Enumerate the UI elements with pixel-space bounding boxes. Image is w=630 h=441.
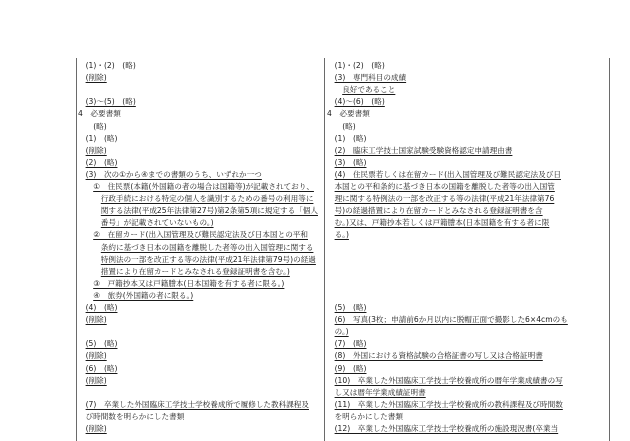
left-line: 措置により在留カードとみなされる登録証明書を含む。) xyxy=(100,266,290,276)
right-line: (4)～(6) (略) xyxy=(334,97,385,107)
right-line: 理に関する特例法の一部を改正する等の法律(平成21年法律第76 xyxy=(334,194,555,204)
left-line: (削除) xyxy=(85,145,107,155)
left-line: (7) 卒業した外国臨床工学技士学校養成所で履修した教科課程及 xyxy=(85,399,309,409)
left-line: 特例法の一部を改正する等の法律(平成21年法律第79号)の経過 xyxy=(100,254,316,264)
right-line: (3) (略) xyxy=(334,157,367,167)
right-line: 良好であること xyxy=(342,85,396,95)
column-divider xyxy=(324,58,325,441)
right-line: (5) (略) xyxy=(334,303,367,312)
right-line: の。) xyxy=(334,327,349,337)
left-line: (6) (略) xyxy=(85,363,118,373)
left-line: (2) (略) xyxy=(85,157,118,167)
right-line: (4) 住民票若しくは在留カード(出入国管理及び難民認定法及び日 xyxy=(334,169,561,179)
right-line: 本国との平和条約に基づき日本の国籍を離脱した者等の出入国管 xyxy=(334,182,555,191)
right-line: (1)・(2) (略) xyxy=(334,61,385,70)
left-line: び時間数を明らかにした書類 xyxy=(85,411,185,421)
right-line: 4 必要書類 xyxy=(327,109,370,119)
right-line: (9) (略) xyxy=(334,363,367,373)
left-line: ③ 戸籍抄本又は戸籍謄本(日本国籍を有する者に限る。) xyxy=(93,278,285,288)
left-line: ④ 旅券(外国籍の者に限る。) xyxy=(93,290,194,300)
right-line: (6) 写真(3枚；申請前6か月以内に脱帽正面で撮影した6×4cmのも xyxy=(334,315,568,325)
right-line: 号)の経過措置により在留カードとみなされる登録証明書を含 xyxy=(334,206,543,216)
left-line: ② 在留カード(出入国管理及び難民認定法及び日本国との平和 xyxy=(93,230,308,240)
left-line: (5) (略) xyxy=(85,339,118,349)
left-line: (3)～(5) (略) xyxy=(85,97,136,107)
right-line: (12) 卒業した外国臨床工学技士学校養成所の施設現況書(卒業当 xyxy=(334,424,559,433)
left-line: (略) xyxy=(93,121,107,131)
right-line: (1) (略) xyxy=(334,133,367,143)
left-line: 4 必要書類 xyxy=(78,109,121,119)
left-line: (削除) xyxy=(85,424,107,433)
right-line: し又は暦年学業成績証明書 xyxy=(334,387,426,397)
left-line: (削除) xyxy=(85,73,107,83)
left-line: 条約に基づき日本の国籍を離脱した者等の出入国管理に関する xyxy=(100,242,314,252)
right-line: る。) xyxy=(334,230,349,240)
right-line: む。)又は、戸籍抄本若しくは戸籍謄本(日本国籍を有する者に限 xyxy=(334,218,550,228)
left-line: (削除) xyxy=(85,375,107,385)
left-line: (4) (略) xyxy=(85,303,118,312)
left-line: (削除) xyxy=(85,351,107,361)
left-line: (1) (略) xyxy=(85,133,118,143)
right-line: (略) xyxy=(342,121,356,131)
right-line: (11) 卒業した外国臨床工学技士学校養成所の教科課程及び時間数 xyxy=(334,399,563,409)
left-line: ① 住民票(本籍(外国籍の者の場合は国籍等)が記載されており、 xyxy=(93,182,314,191)
left-line: 行政手続における特定の個人を識別するための番号の利用等に xyxy=(100,194,314,204)
right-line: (10) 卒業した外国臨床工学技士学校養成所の暦年学業成績書の写 xyxy=(334,375,563,385)
right-line: を明らかにした書類 xyxy=(334,411,403,421)
left-line: 関する法律(平成25年法律第27号)第2条第5項に規定する「個人 xyxy=(100,206,318,216)
left-line: (1)・(2) (略) xyxy=(85,61,136,70)
left-line: (削除) xyxy=(85,315,107,325)
right-line: (2) 臨床工学技士国家試験受験資格認定申請理由書 xyxy=(334,145,513,155)
right-line: (8) 外国における資格試験の合格証書の写し又は合格証明書 xyxy=(334,351,543,361)
left-line: (3) 次の①から④までの書類のうち、いずれか一つ xyxy=(85,169,262,179)
right-line: (7) (略) xyxy=(334,339,367,349)
left-line: 番号」が記載されていないもの。) xyxy=(100,218,214,228)
right-line: (3) 専門科目の成績 xyxy=(334,73,407,83)
